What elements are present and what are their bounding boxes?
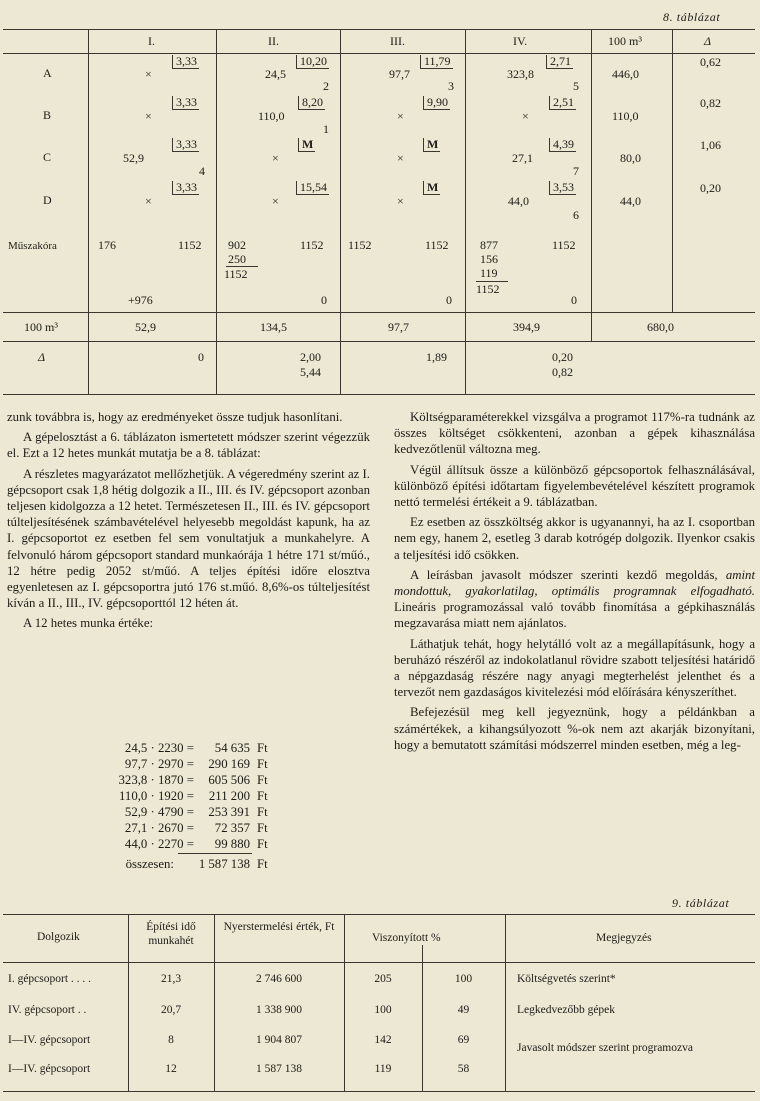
table-8-vrule [465,29,466,394]
calc-value: 99 880 [214,837,250,851]
header-col-1: I. [148,34,155,48]
cost-cell: 9,90 [423,96,450,110]
m3-cell: 110,0 [612,109,639,123]
paragraph: Költségparaméterekkel vizsgálva a programot 117%-ra tudnánk az összes költséget csökkenteni, azonban a gépek kihasználása kedvezőtlenül változna meg. [394,410,755,457]
value-cell: 110,0 [258,109,285,123]
row-dolgozik: I—IV. gépcsoport [8,1034,91,1046]
emphasized-text: amint mondottuk, gyakorlatilag, optimális programnak elfogadható. [394,567,755,599]
table-9-vrule [344,914,345,1091]
header-nyerstermelesi: Nyerstermelési érték, Ft [223,921,335,933]
value-cell: × [145,194,152,208]
calc-unit: Ft [257,837,268,851]
row-dolgozik: I. gépcsoport . . . . [8,973,92,985]
table-8-vrule [672,29,673,312]
calc-expr: 110,0 · 1920 = [119,789,194,803]
calc-unit: Ft [257,805,268,819]
table-8-vrule [340,29,341,394]
muszak-iv-left-2: 156 [480,252,498,266]
row-viszony-2: 100 [454,973,473,985]
paragraph: Végül állítsuk össze a különböző gépcsoportok felhasználásával, különböző építési időtartam figyelembevételével készített programok nettó termelési értékeit a 9. táblázatban. [394,462,755,510]
cost-cell: 3,33 [172,96,199,110]
row-ido: 8 [168,1034,174,1046]
muszak-iv-bottom: 0 [571,293,577,307]
m3-sum-iv: 394,9 [513,320,540,334]
value-cell: × [272,151,279,165]
row-megjegyzes: Legkedvezőbb gépek [517,1004,616,1016]
paragraph: A részletes magyarázatot mellőzhetjük. A végeredmény szerint az I. gépcsoport csak 1,8 hétig dolgozik a II., III. és IV. gépcsoport azonban teljesen kidolgozza a 12 hetet. Természetesen II., III. és IV. gépcsoport túlteljesítésének számbavételével helyesebb megoldást kapunk, ha az I. gépcsoportot ez esetben fel sem vonultatjuk a munkahelyre. A felvonuló három gépcsoport standard munkaórája 1 hétre 171 st/műó., 12 hétre pedig 2052 st/műó. A teljes építési időre elosztva egyenletesen az I. gépcsoportra jutó 176 st.műó. 8,6%-os túlteljesítést kíván a II., III., IV. gépcsoporttól 12 héten át. [7,466,370,611]
table-9-vrule [505,914,506,1091]
calc-value: 290 169 [208,757,250,771]
value-cell: × [145,109,152,123]
paragraph: A 12 hetes munka értéke: [23,616,154,631]
calc-expr: 24,5 · 2230 = [124,741,194,755]
paragraph-text: A leírásban javasolt módszer szerinti kezdő megoldás, [410,567,726,582]
muszak-iv-left-4: 1152 [476,282,500,296]
row-label: B [43,108,52,122]
paragraph: zunk továbbra is, hogy az eredményeket össze tudjuk hasonlítani. [7,410,343,424]
value-cell: × [397,151,404,165]
paragraph [394,567,755,632]
m3-cell: 44,0 [620,194,641,208]
seq-cell: 6 [573,208,579,222]
cost-cell: 8,20 [298,96,325,110]
calc-value: 211 200 [208,789,250,803]
value-cell: 27,1 [512,151,533,165]
table-8-vrule [591,29,592,341]
value-cell: 97,7 [389,67,410,81]
right-column [394,409,755,757]
header-col-3: III. [390,34,405,48]
value-cell: 24,5 [265,67,286,81]
table-9-bottom-rule [3,1091,755,1092]
delta-cell: 0,82 [700,96,721,110]
seq-cell: 1 [323,122,329,136]
calc-value: 605 506 [208,773,250,787]
value-cell: × [397,109,404,123]
row-viszony-1: 205 [374,973,392,985]
calc-value: 54 635 [214,741,250,755]
delta-cell: 0,20 [700,181,721,195]
calc-value: 253 391 [208,805,250,819]
table-8-caption: 8. táblázat [663,10,721,24]
row-viszony-2: 58 [457,1063,470,1075]
muszak-i-right: 1152 [178,238,202,252]
row-ertek: 2 746 600 [256,973,302,985]
table-8-vrule [88,29,89,394]
header-col-2: II. [268,34,279,48]
cost-cell: 10,20 [296,55,329,69]
seq-cell: 2 [323,79,329,93]
table-9-vrule [422,945,423,1091]
calc-expr: 323,8 · 1870 = [118,773,194,787]
muszak-iii-bottom: 0 [446,293,452,307]
table-9-vrule [128,914,129,1091]
row-viszony-2: 49 [457,1004,470,1016]
value-cell: × [397,194,404,208]
row-label-muszakora: Műszakóra [8,240,57,252]
delta-cell: 1,06 [700,138,721,152]
muszak-ii-left-1: 902 [228,238,246,252]
row-viszony-1: 100 [374,1004,392,1016]
left-column [7,409,370,632]
cost-cell: 3,33 [172,181,199,195]
value-cell: × [522,109,529,123]
cost-cell: M [423,138,440,152]
calc-unit: Ft [257,789,268,803]
paragraph: Láthatjuk tehát, hogy helytálló volt az a megállapításunk, hogy a beruházó részéről az indokolatlanul rövidre szabott teljesítési határidő a népgazdaság részére nagy anyagi megterhelést jelenthet és a tervezőt nem gazdaságos kivitelezési mód előírására kényszeríthet. [394,636,755,700]
table-8-rule-2 [3,341,755,342]
muszak-ii-right: 1152 [300,238,324,252]
row-label: C [43,150,52,164]
delta-sum-ii-1: 2,00 [300,350,321,364]
row-dolgozik: I—IV. gépcsoport [8,1063,91,1075]
calc-expr: 27,1 · 2670 = [124,821,194,835]
row-ido: 20,7 [160,1004,182,1016]
value-cell: 44,0 [508,194,529,208]
calc-total-value: 1 587 138 [198,857,250,871]
header-dolgozik: Dolgozik [37,931,80,943]
header-epitesi-ido: Építési idő munkahét [146,921,196,947]
table-9-vrule [214,914,215,1091]
delta-sum-i: 0 [198,350,204,364]
calc-expr: 44,0 · 2270 = [124,837,194,851]
m3-sum-ii: 134,5 [260,320,287,334]
cost-cell: 3,33 [172,138,199,152]
value-cell: 323,8 [507,67,534,81]
delta-sum-iv-1: 0,20 [552,350,573,364]
m3-cell: 80,0 [620,151,641,165]
row-viszony-1: 142 [374,1034,392,1046]
muszak-ii-left-3: 1152 [224,267,248,281]
row-ertek: 1 587 138 [256,1063,302,1075]
calc-unit: Ft [257,741,268,755]
calc-total-label: összesen: [125,857,174,871]
calc-unit: Ft [257,821,268,835]
table-8-vrule [216,29,217,394]
cost-cell: 3,33 [172,55,199,69]
row-label: D [43,193,52,207]
calc-unit: Ft [257,773,268,787]
header-megjegyzes: Megjegyzés [596,932,652,944]
muszak-iv-left-1: 877 [480,238,498,252]
paragraph-text: Lineáris programozással való tovább finomítása a gépkihasználás megzavarása miatt nem ajánlatos. [394,600,755,631]
cost-cell: 2,51 [549,96,576,110]
delta-sum-iv-2: 0,82 [552,365,573,379]
cost-cell: 15,54 [296,181,329,195]
table-9-top-rule [3,914,755,915]
cost-cell: 3,53 [549,181,576,195]
paragraph: Befejezésül meg kell jegyeznünk, hogy a példánkban a számértékek, a kihangsúlyozott %-ok nem azt akarják bizonyítani, hogy a bemutatott számítási módszerrel minden esetben, még a leg- [394,705,755,752]
seq-cell: 4 [199,164,205,178]
calc-unit: Ft [257,757,268,771]
muszak-iv-left-3: 119 [480,266,498,280]
cost-cell: 11,79 [420,55,453,69]
muszak-iii-left: 1152 [348,238,372,252]
calc-value: 72 357 [214,821,250,835]
header-col-m3: 100 m³ [608,34,642,48]
value-cell: 52,9 [123,151,144,165]
row-ido: 21,3 [160,973,182,985]
sum-rule [178,853,252,854]
row-ertek: 1 904 807 [256,1034,302,1046]
row-viszony-1: 119 [374,1063,392,1075]
row-megjegyzes: Költségvetés szerint* [517,973,616,985]
m3-cell: 446,0 [612,67,639,81]
calc-expr: 97,7 · 2970 = [124,757,194,771]
m3-sum-total: 680,0 [647,320,674,334]
row-label-delta: Δ [38,350,46,364]
value-cell: × [272,194,279,208]
seq-cell: 3 [448,79,454,93]
muszak-ii-bottom: 0 [321,293,327,307]
seq-cell: 5 [573,79,579,93]
row-label: A [43,66,52,80]
muszak-i-left: 176 [98,238,116,252]
table-8-bottom-rule [3,394,755,395]
header-col-4: IV. [513,34,528,48]
delta-cell: 0,62 [700,55,721,69]
row-dolgozik: IV. gépcsoport . . [8,1004,87,1016]
value-cell: × [145,67,152,81]
row-ertek: 1 338 900 [256,1004,302,1016]
row-viszony-2: 69 [457,1034,470,1046]
muszak-i-bottom: +976 [128,293,153,307]
table-8-rule-1 [3,312,755,313]
delta-sum-ii-2: 5,44 [300,365,321,379]
muszak-iii-right: 1152 [425,238,449,252]
calc-total-unit: Ft [257,857,268,871]
cost-cell: M [298,138,315,152]
row-ido: 12 [165,1063,177,1075]
paragraph: Ez esetben az összköltség akkor is ugyanannyi, ha az I. csoportban nem egy, hanem 2, esetleg 3 darab kotrógép dolgozik. Ilyenkor csakis a teljesítési idő csökken. [394,515,755,562]
delta-sum-iii: 1,89 [426,350,447,364]
table-8-top-rule [3,29,755,30]
cost-cell: M [423,181,440,195]
calc-expr: 52,9 · 4790 = [124,805,194,819]
row-label-m3: 100 m³ [24,320,58,334]
muszak-ii-left-2: 250 [228,252,246,266]
seq-cell: 7 [573,164,579,178]
paragraph: A gépelosztást a 6. táblázaton ismertetett módszer szerint végezzük el. Ezt a 12 hetes munkát mutatja be a 8. táblázat: [7,430,370,461]
m3-sum-i: 52,9 [135,320,156,334]
row-megjegyzes: Javasolt módszer szerint programozva [517,1042,693,1054]
table-9-header-rule [3,962,755,963]
table-9-caption: 9. táblázat [672,896,730,910]
muszak-iv-right: 1152 [552,238,576,252]
cost-cell: 4,39 [549,138,576,152]
table-8-header-rule [3,53,755,54]
header-viszonyitott: Viszonyított % [372,932,441,944]
header-col-delta: Δ [704,34,712,48]
m3-sum-iii: 97,7 [388,320,409,334]
cost-cell: 2,71 [546,55,573,69]
